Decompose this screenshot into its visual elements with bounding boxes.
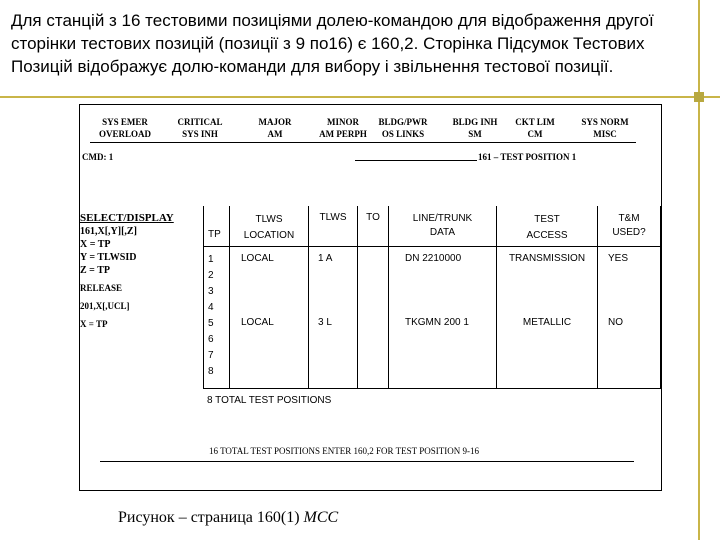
status-header-minor: MINOR AM PERPH [319,117,367,139]
figure-caption [118,509,338,527]
total-test-positions: 8 TOTAL TEST POSITIONS [207,395,332,406]
command-line: CMD: 1 [82,152,114,162]
column-header-tp: TP [208,229,221,240]
table-left-border [203,206,204,388]
release-command-syntax: 201,X[,UCL] [80,301,130,311]
status-header-sys-emer: SYS EMER OVERLOAD [98,117,151,139]
intro-line-2: сторінки тестових позицій (позиції з 9 по16) є 160,2. Сторінка Підсумок Тестових [11,34,645,53]
column-header-test-access: TEST ACCESS [526,214,568,241]
release-label: RELEASE [80,283,123,293]
row1-location: LOCAL [241,253,274,264]
intro-line-3: Позицій відображує долю-команди для вибору і звільнення тестової позиції. [11,57,614,76]
table-col-divider-3 [357,206,358,388]
tp-number-list [208,252,214,380]
status-header-critical: CRITICAL SYS INH [177,117,223,139]
footer-divider [100,461,634,462]
release-x-def: X = TP [80,319,108,329]
row5-test-access: METALLIC [522,317,572,328]
tp-number: 2 [208,270,214,281]
table-right-border [660,206,661,388]
tp-number: 6 [208,334,214,345]
select-command-syntax: 161,X[,Y][,Z] [80,226,137,237]
tp-number: 1 [208,254,214,265]
column-header-to: TO [366,212,380,223]
table-header-divider [203,246,661,247]
decorative-horizontal-line [0,96,720,98]
row5-tlws: 3 L [318,317,332,328]
column-header-line-trunk-data: LINE/TRUNK DATA [412,213,473,238]
status-header-sys-norm: SYS NORM MISC [581,117,629,139]
table-bottom-border [203,388,661,389]
row5-location: LOCAL [241,317,274,328]
command-menu [80,212,174,331]
column-header-tlws: TLWS [319,212,347,223]
page-title: 161 – TEST POSITION 1 [478,152,577,162]
column-header-tlws-location: TLWS LOCATION [243,214,295,241]
row1-tm-used: YES [608,253,629,264]
page-title-underline [355,160,477,161]
header-divider [90,142,636,143]
row1-test-access: TRANSMISSION [508,253,586,264]
footer-note: 16 TOTAL TEST POSITIONS ENTER 160,2 FOR TEST POSITION 9-16 [209,446,479,456]
intro-paragraph [11,9,706,78]
tp-number: 5 [208,318,214,329]
row1-line-trunk: DN 2210000 [405,253,462,264]
tp-number: 3 [208,286,214,297]
decorative-vertical-line [698,0,700,540]
status-header-bldg-pwr: BLDG/PWR OS LINKS [378,117,428,139]
decorative-square [694,92,704,102]
caption-italic: MCC [303,509,339,526]
status-header-bldg-inh: BLDG INH SM [452,117,498,139]
column-header-tm-used: T&M USED? [612,213,646,238]
caption-text: Рисунок – страница 160(1) [118,509,304,526]
status-header-major: MAJOR AM [258,117,292,139]
tp-number: 7 [208,350,214,361]
row1-tlws: 1 A [318,253,333,264]
intro-line-1: Для станцій з 16 тестовими позиціями долею-командою для відображення другої [11,11,654,30]
select-z-def: Z = TP [80,265,110,276]
select-display-label: SELECT/DISPLAY [80,212,174,224]
status-header-ckt-lim: CKT LIM CM [515,117,555,139]
row5-line-trunk: TKGMN 200 1 [405,317,469,328]
row5-tm-used: NO [608,317,623,328]
select-x-def: X = TP [80,239,111,250]
tp-number: 8 [208,366,214,377]
select-y-def: Y = TLWSID [80,252,137,263]
table-col-divider-2 [308,206,309,388]
tp-number: 4 [208,302,214,313]
